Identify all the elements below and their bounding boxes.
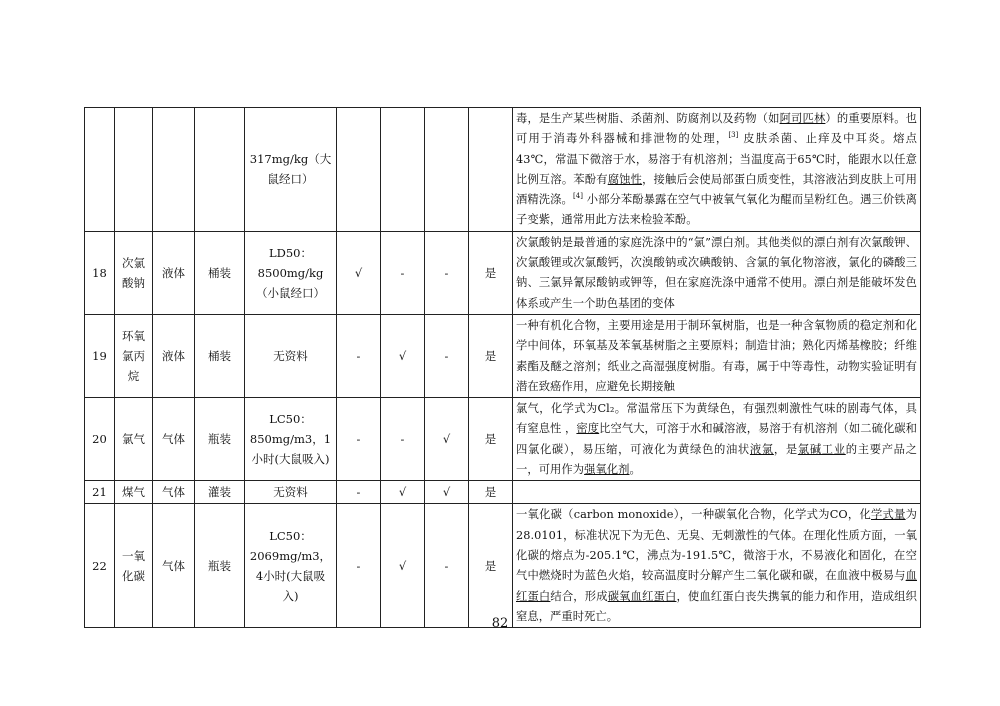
reference-superscript[interactable]: [4]: [572, 192, 584, 201]
flag-col-3-cell: [425, 108, 469, 232]
description-link[interactable]: 强氧化剂: [584, 463, 630, 477]
description-cell: [513, 481, 921, 504]
description-text: 一种有机化合物，主要用途是用于制环氧树脂，也是一种含氧物质的稳定剂和化学中间体，环氧基及苯氧基树脂之主要原料；制造甘油；熟化丙烯基橡胶；纤维素酯及醚之溶剂；纸业之高湿强度树脂。有毒，属于中等毒性，动物实验证明有潜在致癌作用，应避免长期接触: [516, 318, 917, 393]
flag-col-1-cell: √: [337, 231, 381, 314]
packaging-cell: 瓶装: [195, 398, 245, 481]
flag-col-2-cell: -: [381, 231, 425, 314]
chemical-table: [84, 107, 921, 628]
table-body: [85, 108, 921, 628]
description-link[interactable]: 血红蛋白: [516, 569, 917, 603]
physical-state-cell: 气体: [153, 504, 195, 628]
toxicity-cell: 317mg/kg（大鼠经口）: [245, 108, 337, 232]
flag-col-1-cell: -: [337, 398, 381, 481]
chemical-name-cell: 一氧化碳: [115, 504, 153, 628]
row-number-cell: 20: [85, 398, 115, 481]
flag-col-1-cell: -: [337, 314, 381, 397]
description-link[interactable]: 学式量: [871, 508, 906, 522]
description-text: 氯气，化学式为Cl₂。常温常压下为黄绿色，有强烈刺激性气味的剧毒气体，具有窒息性 ，: [516, 402, 917, 436]
description-text: ，接触后会使局部蛋白质变性，其溶液沾到皮肤上可用酒精洗涤。: [516, 172, 918, 207]
flag-col-2-cell: [381, 108, 425, 232]
description-cell: [513, 231, 921, 314]
description-text: 为28.0101，标准状况下为无色、无臭、无刺激性的气体。在理化性质方面，一氧化碳的熔点为-205.1℃，沸点为-191.5℃，微溶于水，不易液化和固化，在空气中燃烧时为蓝色火焰，较高温度时分解产生二氧化碳和碳，在血液中极易与: [516, 508, 917, 583]
description-link[interactable]: 腐蚀性: [607, 172, 643, 186]
description-text: ，使血红蛋白丧失携氧的能力和作用，造成组织窒息，严重时死亡。: [516, 589, 917, 623]
description-link[interactable]: 碳氧血红蛋白: [607, 589, 677, 603]
description-text: 结合，形成: [550, 589, 608, 603]
toxicity-cell: 无资料: [245, 314, 337, 397]
flag-col-4-cell: 是: [469, 504, 513, 628]
description-link[interactable]: 阿司匹林: [779, 112, 826, 125]
row-number-cell: 22: [85, 504, 115, 628]
flag-col-4-cell: 是: [469, 314, 513, 397]
physical-state-cell: 气体: [153, 481, 195, 504]
packaging-cell: 瓶装: [195, 504, 245, 628]
description-text: 。: [629, 463, 641, 477]
flag-col-1-cell: -: [337, 504, 381, 628]
chemical-name-cell: 环氧氯丙烷: [115, 314, 153, 397]
flag-col-4-cell: [469, 108, 513, 232]
flag-col-4-cell: 是: [469, 398, 513, 481]
toxicity-cell: LC50：2069mg/m3，4小时(大鼠吸入): [245, 504, 337, 628]
reference-superscript[interactable]: [3]: [728, 131, 739, 140]
physical-state-cell: 气体: [153, 398, 195, 481]
table-row: [85, 231, 921, 314]
description-link[interactable]: 液氯: [749, 442, 774, 456]
flag-col-2-cell: √: [381, 504, 425, 628]
flag-col-3-cell: -: [425, 504, 469, 628]
flag-col-3-cell: -: [425, 314, 469, 397]
page-number: 82: [491, 616, 509, 631]
flag-col-1-cell: [337, 108, 381, 232]
description-text: 次氯酸钠是最普通的家庭洗涤中的“氯”漂白剂。其他类似的漂白剂有次氯酸钾、次氯酸锂或次氯酸钙，次溴酸钠或次碘酸钠、含氯的氧化物溶液，氯化的磷酸三钠、三氯异氰尿酸钠或钾等，但在家庭洗涤中通常不使用。漂白剂是能破坏发色体系或产生一个助色基团的变体: [516, 235, 917, 310]
flag-col-4-cell: 是: [469, 481, 513, 504]
flag-col-2-cell: √: [381, 481, 425, 504]
toxicity-cell: 无资料: [245, 481, 337, 504]
physical-state-cell: 液体: [153, 231, 195, 314]
toxicity-cell: LD50：8500mg/kg（小鼠经口）: [245, 231, 337, 314]
physical-state-cell: [153, 108, 195, 232]
packaging-cell: 桶装: [195, 231, 245, 314]
description-cell: [513, 398, 921, 481]
flag-col-3-cell: -: [425, 231, 469, 314]
description-cell: [513, 314, 921, 397]
table-row: [85, 398, 921, 481]
description-text: 一氧化碳（carbon monoxide），一种碳氧化合物，化学式为CO，化: [516, 508, 871, 522]
row-number-cell: 18: [85, 231, 115, 314]
description-text: ）的重要原料。也可用于消毒外科器械和排泄物的处理，: [516, 112, 918, 146]
description-text: 皮肤杀菌、止痒及中耳炎。熔点43℃，常温下微溶于水，易溶于有机溶剂；当温度高于65℃时，能跟水以任意比例互溶。苯酚有: [516, 132, 917, 186]
chemical-name-cell: 次氯酸钠: [115, 231, 153, 314]
packaging-cell: [195, 108, 245, 232]
toxicity-cell: LC50：850mg/m3，1小时(大鼠吸入): [245, 398, 337, 481]
table-row: [85, 108, 921, 232]
flag-col-1-cell: -: [337, 481, 381, 504]
chemical-name-cell: 氯气: [115, 398, 153, 481]
description-cell: [513, 108, 921, 232]
table-row: [85, 481, 921, 504]
description-link[interactable]: 氯碱工业: [797, 442, 846, 456]
flag-col-4-cell: 是: [469, 231, 513, 314]
flag-col-2-cell: -: [381, 398, 425, 481]
table-row: [85, 314, 921, 397]
chemical-name-cell: [115, 108, 153, 232]
row-number-cell: 19: [85, 314, 115, 397]
description-text: 的主要产品之一，可用作为: [516, 442, 918, 477]
flag-col-3-cell: √: [425, 398, 469, 481]
description-text: 毒，是生产某些树脂、杀菌剂、防腐剂以及药物（如: [516, 112, 780, 125]
table-row: [85, 504, 921, 628]
packaging-cell: 桶装: [195, 314, 245, 397]
physical-state-cell: 液体: [153, 314, 195, 397]
flag-col-3-cell: √: [425, 481, 469, 504]
packaging-cell: 灌装: [195, 481, 245, 504]
description-text: ，是: [773, 442, 798, 456]
description-link[interactable]: 密度: [576, 422, 600, 436]
description-text: 小部分苯酚暴露在空气中被氧气氧化为醌而呈粉红色。遇三价铁离子变紫，通常用此方法来检验苯酚。: [516, 193, 917, 227]
row-number-cell: 21: [85, 481, 115, 504]
row-number-cell: [85, 108, 115, 232]
description-text: 比空气大，可溶于水和碱溶液，易溶于有机溶剂（如二硫化碳和四氯化碳），易压缩，可液化为黄绿色的油状: [516, 422, 918, 456]
chemical-name-cell: 煤气: [115, 481, 153, 504]
description-cell: [513, 504, 921, 628]
flag-col-2-cell: √: [381, 314, 425, 397]
